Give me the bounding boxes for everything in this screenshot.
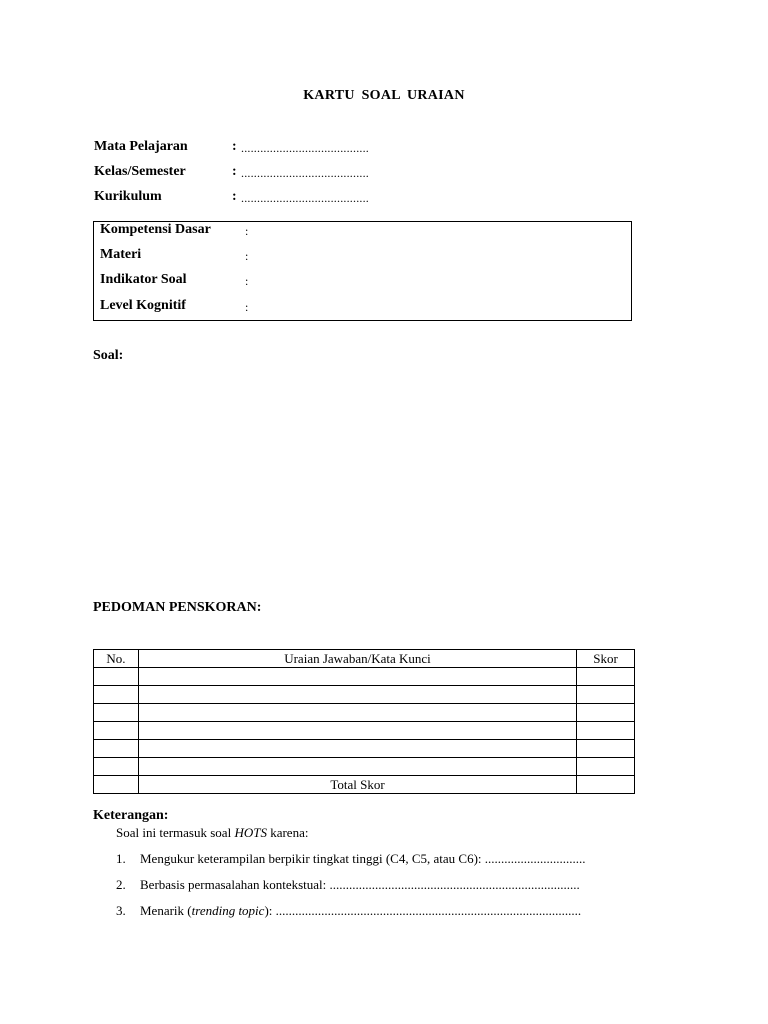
item-dots: ..............................................................................................	[275, 903, 582, 918]
item-text: Berbasis permasalahan kontekstual:	[140, 877, 330, 892]
item-text-end: ):	[264, 903, 276, 918]
item-number: 2.	[116, 877, 126, 892]
field-blank-mata-pelajaran: ........................................	[241, 141, 369, 155]
table-row	[94, 740, 635, 758]
no-cell	[94, 740, 139, 758]
uraian-cell	[139, 740, 577, 758]
uraian-cell	[139, 758, 577, 776]
uraian-cell	[139, 722, 577, 740]
no-cell	[94, 668, 139, 686]
item-text: Menarik (	[140, 903, 192, 918]
kd-colon: :	[245, 274, 249, 288]
field-label-mata-pelajaran: Mata Pelajaran	[94, 139, 188, 154]
pedoman-title: PEDOMAN PENSKORAN:	[93, 600, 262, 615]
field-colon: :	[232, 139, 237, 154]
no-cell	[94, 722, 139, 740]
table-row	[94, 686, 635, 704]
table-total-row	[94, 776, 635, 794]
field-label-kurikulum: Kurikulum	[94, 189, 162, 204]
field-blank-kelas-semester: ........................................	[241, 166, 369, 180]
intro-emphasis: HOTS	[234, 825, 267, 840]
table-row	[94, 758, 635, 776]
total-label: Total Skor	[139, 776, 577, 794]
kd-colon: :	[245, 300, 249, 314]
uraian-cell	[139, 704, 577, 722]
skor-cell	[577, 668, 635, 686]
no-cell	[94, 686, 139, 704]
intro-text-end: karena:	[266, 825, 309, 840]
kd-colon: :	[245, 249, 249, 263]
uraian-cell	[139, 686, 577, 704]
field-label-kelas-semester: Kelas/Semester	[94, 164, 186, 179]
skor-cell	[577, 704, 635, 722]
table-row	[94, 668, 635, 686]
header-skor: Skor	[577, 650, 635, 668]
kd-label-kompetensi-dasar: Kompetensi Dasar	[100, 222, 211, 237]
item-dots: ...............................	[484, 851, 586, 866]
total-skor-cell	[577, 776, 635, 794]
total-no-cell	[94, 776, 139, 794]
no-cell	[94, 758, 139, 776]
scoring-table	[93, 649, 635, 794]
header-uraian: Uraian Jawaban/Kata Kunci	[139, 650, 577, 668]
item-dots: .............................................................................	[329, 877, 580, 892]
soal-label: Soal:	[93, 348, 124, 363]
item-number: 1.	[116, 851, 126, 866]
kd-label-materi: Materi	[100, 247, 142, 262]
no-cell	[94, 704, 139, 722]
table-body	[94, 668, 635, 794]
intro-text: Soal ini termasuk soal	[116, 825, 235, 840]
uraian-cell	[139, 668, 577, 686]
table-row	[94, 704, 635, 722]
item-number: 3.	[116, 903, 126, 918]
header-no: No.	[94, 650, 139, 668]
keterangan-item	[116, 851, 586, 867]
keterangan-title: Keterangan:	[93, 808, 169, 823]
field-blank-kurikulum: ........................................	[241, 191, 369, 205]
skor-cell	[577, 686, 635, 704]
keterangan-item	[116, 903, 581, 919]
keterangan-intro	[116, 825, 308, 841]
skor-cell	[577, 740, 635, 758]
table-header-row	[94, 650, 635, 668]
skor-cell	[577, 722, 635, 740]
page-title: KARTU SOAL URAIAN	[303, 88, 465, 103]
kd-label-level-kognitif: Level Kognitif	[100, 298, 186, 313]
item-text: Mengukur keterampilan berpikir tingkat tinggi (C4, C5, atau C6):	[140, 851, 485, 866]
table-row	[94, 722, 635, 740]
field-colon: :	[232, 164, 237, 179]
keterangan-item	[116, 877, 580, 893]
skor-cell	[577, 758, 635, 776]
item-emphasis: trending topic	[191, 903, 265, 918]
kd-label-indikator-soal: Indikator Soal	[100, 272, 187, 287]
field-colon: :	[232, 189, 237, 204]
kd-colon: :	[245, 224, 249, 238]
